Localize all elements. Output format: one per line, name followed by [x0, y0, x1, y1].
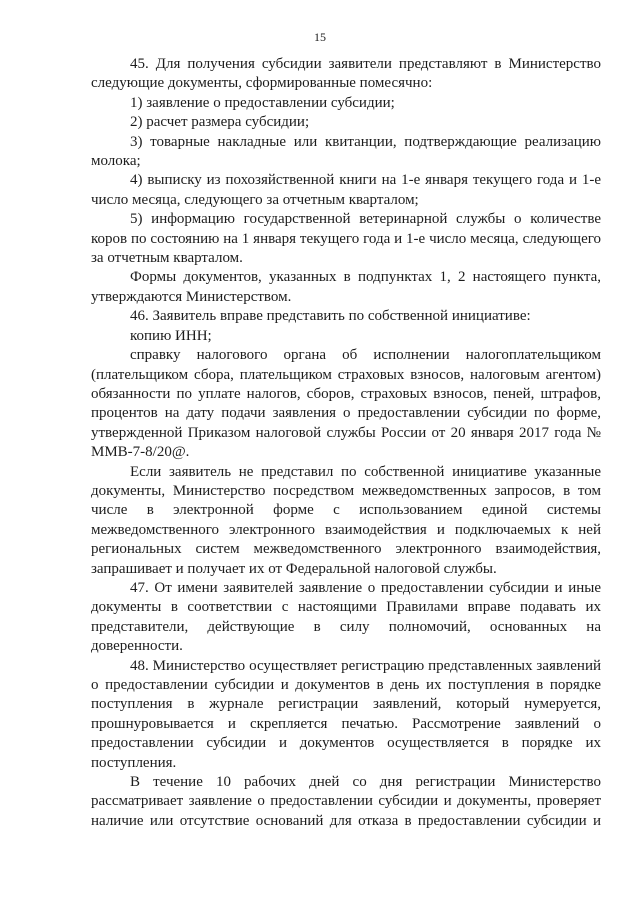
paragraph-45-intro: 45. Для получения субсидии заявители представляют в Министерство следующие документы, сформированные помесячно:: [91, 56, 601, 92]
page-number: 15: [314, 30, 326, 44]
paragraph-tax-certificate: справку налогового органа об исполнении налогоплательщиком (плательщиком сбора, плательщиком страховых взносов, налоговым агентом) обязанности по уплате налогов, сборов, страховых взносов, пеней, штрафов, процентов на дату подачи заявления о предоставлении субсидии по форме, утвержденной Приказом налоговой службы России от 20 января 2017 года № ММВ-7-8/20@.: [91, 347, 601, 461]
list-item-1: 1) заявление о предоставлении субсидии;: [130, 94, 395, 111]
paragraph-48: 48. Министерство осуществляет регистрацию представленных заявлений о предоставлении субсидии и документов в день их поступления в порядке поступления в журнале регистрации заявлений, который нумеруется, прошнуровывается и скрепляется печатью. Рассмотрение заявлений о предоставлении субсидии и документов осуществляется в порядке их поступления.: [91, 657, 601, 771]
list-item-4: 4) выписку из похозяйственной книги на 1-е января текущего года и 1-е число месяца, следующего за отчетным кварталом;: [91, 172, 601, 208]
list-item-3: 3) товарные накладные или квитанции, подтверждающие реализацию молока;: [91, 133, 601, 170]
paragraph-46-intro: 46. Заявитель вправе представить по собственной инициативе:: [130, 308, 531, 325]
paragraph-47: 47. От имени заявителей заявление о предоставлении субсидии и иные документы в соответствии с настоящими Правилами вправе подавать их представители, действующие в силу полномочий, основанных на доверенности.: [91, 579, 601, 655]
list-item-5: 5) информацию государственной ветеринарной службы о количестве коров по состоянию на 1 января текущего года и 1-е число месяца, следующего за отчетным кварталом.: [91, 211, 601, 267]
paragraph-review-period: В течение 10 рабочих дней со дня регистрации Министерство рассматривает заявление о предоставлении субсидии и документы, проверяет наличие или отсутствие оснований для отказа в предоставлении субсидии и: [91, 774, 601, 829]
document-body: [91, 55, 601, 831]
paragraph-inn: копию ИНН;: [130, 327, 212, 344]
paragraph-interagency-requests: Если заявитель не представил по собственной инициативе указанные документы, Министерство посредством межведомственных запросов, в том числе в электронной форме с использованием единой системы межведомственного электронного взаимодействия и подключаемых к ней региональных систем межведомственного электронного взаимодействия, запрашивает и получает их от Федеральной налоговой службы.: [91, 463, 601, 577]
paragraph-forms: Формы документов, указанных в подпунктах 1, 2 настоящего пункта, утверждаются Министерством.: [91, 269, 601, 305]
list-item-2: 2) расчет размера субсидии;: [130, 114, 310, 131]
